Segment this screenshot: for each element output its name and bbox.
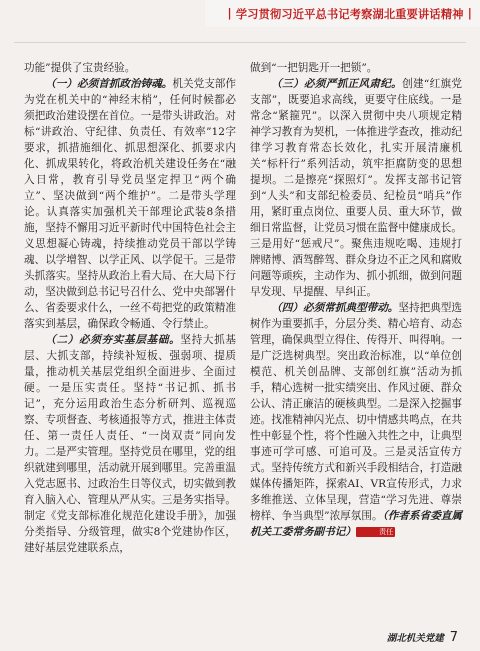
header-bar-left: | xyxy=(227,7,236,20)
left-paragraph-1: 功能”提供了宝贵经验。 xyxy=(24,62,136,74)
section-body-2: 坚持大抓基层、大抓支部，持续补短板、强弱项、提质量，推动机关基层党组织全面进步、全面过硬。一是压实责任。坚持“书记抓、抓书记”，充分运用政治生态分析研判、巡视巡察、专项督查、考核通报等方式，推进主体责任、第一责任人责任、“一岗双责”同向发力。二是严实管理。坚持党员在哪里，党的组织就建到哪里，活动就开展到哪里。完善重温入党志愿书、过政治生日等仪式，切实做到教育入脑入心、管理从严从实。三是务实指导。制定《党支部标准化规范化建设手册》，加强分类指导、分级管理，做实8个党建协作区，建好基层党建联系点， xyxy=(24,334,237,554)
page-footer xyxy=(387,630,458,645)
header-title: 学习贯彻习近平总书记考察湖北重要讲话精神 xyxy=(235,7,464,21)
right-paragraph-3 xyxy=(250,300,462,540)
section-body-4: 坚持把典型选树作为重要抓手，分层分类、精心培育、动态管理，确保典型立得住、传得开、叫得响。一是广泛选树典型。突出政治标准，以“单位创模范、机关创品牌、支部创红旗”活动为抓手，精心选树一批实绩突出、作风过硬、群众公认、清正廉洁的硬核典型。二是深入挖掘事迹。找准精神闪光点、切中情感共鸣点，在共性中彰显个性，将个性融入共性之中，让典型事迹可学可感、可追可及。三是灵活宣传方式。坚持传统方式和新兴手段相结合，打造融媒体传播矩阵，探索AI、VR宣传形式，力求多维推送、立体呈现，营造“学习先进、尊崇榜样、争当典型”浓厚氛围。 xyxy=(250,302,463,522)
right-paragraph-2 xyxy=(250,76,462,300)
author-note: （作者系省委直属机关工委常务副书记） xyxy=(250,510,462,538)
section-body-3: 创建“红旗党支部”，既要追求高线，更要守住底线。一是常念“紧箍咒”。以深入贯彻中央八项规定精神学习教育为契机，一体推进学查改，推动纪律学习教育常态长效化，扎实开展清廉机关“标杆行”系列活动，筑牢拒腐防变的思想提坝。二是擦亮“探照灯”。发挥支部书记管到“人头”和支部纪检委员、纪检员“哨兵”作用，紧盯重点岗位、重要人员、重大环节，做细日常监督，让党员习惯在监督中健康成长。三是用好“惩戒尺”。聚焦违规吃喝、违规打牌赌博、酒驾醉驾、群众身边不正之风和腐败问题等顽疾，主动作为、抓小抓细，做到问题早发现、早提醒、早纠正。 xyxy=(250,78,463,298)
header-bar-right: | xyxy=(463,7,472,20)
left-column xyxy=(24,60,236,556)
end-mark-icon: 责任 xyxy=(356,527,395,537)
left-paragraph-2 xyxy=(24,76,236,332)
right-column xyxy=(250,60,462,540)
page-number: 7 xyxy=(449,630,458,645)
section-heading-1: （一）必须首抓政治铸魂。 xyxy=(45,78,173,90)
left-paragraph-3 xyxy=(24,332,236,556)
section-heading-3: （三）必须严抓正风肃纪。 xyxy=(271,78,403,90)
right-paragraph-1: 做到“一把钥匙开一把锁”。 xyxy=(250,62,378,74)
magazine-name: 湖北机关党建 xyxy=(386,633,444,644)
section-heading-2: （二）必须夯实基层基础。 xyxy=(45,334,181,346)
header-divider xyxy=(14,42,466,43)
section-heading-4: （四）必须常抓典型带动。 xyxy=(271,302,399,314)
section-body-1: 机关党支部作为党在机关中的“神经末梢”，任何时候都必须把政治建设摆在首位。一是带头讲政治。对标“讲政治、守纪律、负责任、有效率”12字要求，抓措施细化、抓思想深化、抓要求内化、抓成果转化，将政治机关建设任务在“融入日常，教育引导党员坚定捍卫“两个确立”、坚决做到“两个维护”。二是带头学理论。认真落实加强机关干部理论武装8条措施，坚持不懈用习近平新时代中国特色社会主义思想凝心铸魂，持续推动党员干部以学铸魂、以学增智、以学正风、以学促干。三是带头抓落实。坚持从政治上看大局、在大局下行动，坚决做到总书记号召什么、党中央部署什么、省委要求什么，一丝不苟把党的政策精准落实到基层，确保政令畅通、令行禁止。 xyxy=(24,78,237,330)
header-banner xyxy=(205,0,480,27)
